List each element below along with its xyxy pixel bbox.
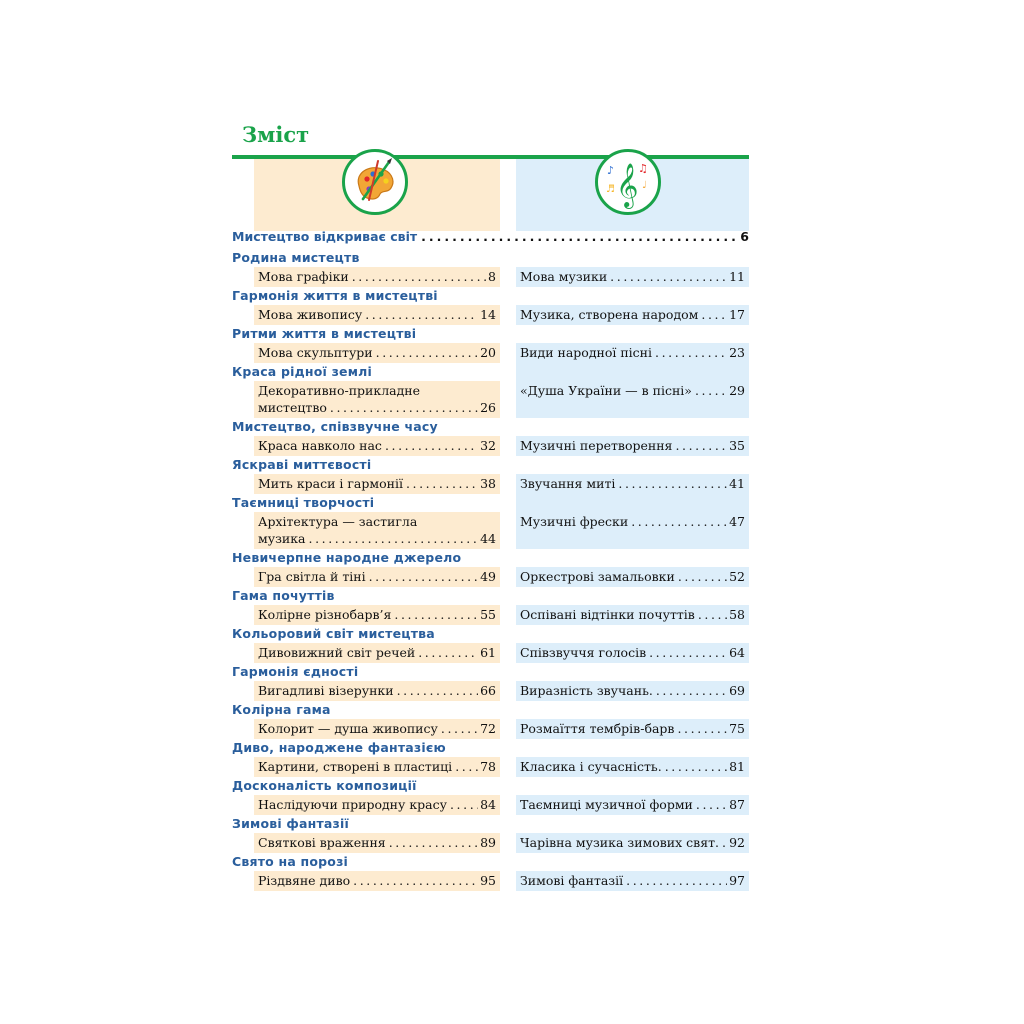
art-entry[interactable]	[254, 305, 500, 325]
page-number: 55	[480, 607, 496, 622]
dot-leader	[610, 268, 727, 285]
toc-section	[232, 456, 749, 494]
entry-title: Мова живопису	[258, 307, 363, 322]
art-entry[interactable]	[254, 267, 500, 287]
art-entry[interactable]	[254, 436, 500, 456]
toc-section	[232, 815, 749, 853]
dot-leader	[309, 530, 479, 547]
entry-title: Картини, створені в пластиці	[258, 759, 453, 774]
entry-title: Таємниці музичної форми	[520, 797, 693, 812]
music-entry[interactable]	[516, 305, 749, 325]
page-number: 44	[480, 531, 496, 546]
dot-leader	[677, 720, 727, 737]
entry-line	[520, 758, 745, 775]
entry-title: Музичні фрески	[520, 514, 629, 529]
art-entry[interactable]	[254, 833, 500, 853]
toc-section	[232, 418, 749, 456]
entry-line	[258, 644, 496, 661]
music-entry[interactable]	[516, 605, 749, 625]
page-title: Зміст	[242, 122, 310, 147]
music-entry[interactable]	[516, 267, 749, 287]
entry-line	[258, 306, 496, 323]
dot-leader	[656, 682, 727, 699]
music-entry[interactable]	[516, 436, 749, 456]
entry-line	[520, 606, 745, 623]
entry-line	[258, 758, 496, 775]
music-entry[interactable]	[516, 871, 749, 891]
section-title[interactable]: Мистецтво, співзвучне часу	[232, 419, 438, 434]
entry-line	[258, 530, 496, 547]
page-number: 81	[729, 759, 745, 774]
toc-section	[232, 853, 749, 891]
art-entry[interactable]	[254, 795, 500, 815]
svg-text:♪: ♪	[607, 164, 615, 177]
toc-section	[232, 363, 749, 418]
dot-leader	[450, 796, 478, 813]
toc-section	[232, 663, 749, 701]
music-entry[interactable]	[516, 795, 749, 815]
page-number: 8	[488, 269, 496, 284]
page-number: 84	[480, 797, 496, 812]
toc-section	[232, 777, 749, 815]
entry-title: Декоративно-прикладне	[258, 383, 421, 398]
entry-line	[258, 682, 496, 699]
page-number: 41	[729, 476, 745, 491]
entry-line	[520, 834, 745, 851]
page-number: 78	[480, 759, 496, 774]
svg-text:♬: ♬	[606, 184, 615, 195]
palette-brush-icon	[342, 149, 408, 215]
section-title[interactable]: Зимові фантазії	[232, 816, 349, 831]
entry-title: Зимові фантазії	[520, 873, 624, 888]
entry-line	[258, 834, 496, 851]
art-entry[interactable]	[254, 512, 500, 549]
entry-title: Святкові враження	[258, 835, 386, 850]
entry-title: Мова графіки	[258, 269, 349, 284]
intro-page-number: 6	[740, 229, 749, 244]
toc-sections	[232, 249, 749, 891]
dot-leader	[678, 568, 727, 585]
entry-title-continued: музика	[258, 531, 306, 546]
page-number: 32	[480, 438, 496, 453]
page-number: 72	[480, 721, 496, 736]
entry-line	[520, 644, 745, 661]
entry-line	[520, 720, 745, 737]
music-entry[interactable]	[516, 567, 749, 587]
toc-section	[232, 549, 749, 587]
intro-label: Мистецтво відкриває світ	[232, 229, 418, 244]
dot-leader	[421, 229, 736, 244]
art-entry[interactable]	[254, 605, 500, 625]
page-number: 75	[729, 721, 745, 736]
section-title[interactable]: Гама почуттів	[232, 588, 335, 603]
dot-leader	[406, 475, 478, 492]
entry-title-continued: мистецтво	[258, 400, 327, 415]
entry-title: Співзвуччя голосів	[520, 645, 647, 660]
entry-line	[520, 568, 745, 585]
entry-title: Мова скульптури	[258, 345, 373, 360]
page-number: 17	[729, 307, 745, 322]
section-title[interactable]: Свято на порозі	[232, 854, 349, 869]
dot-leader	[353, 872, 478, 889]
toc-section	[232, 739, 749, 777]
dot-leader	[631, 513, 727, 530]
page-number: 58	[729, 607, 745, 622]
entry-title: Дивовижний світ речей	[258, 645, 416, 660]
entry-line	[520, 796, 745, 813]
entry-title: Різдвяне диво	[258, 873, 351, 888]
dot-leader	[330, 399, 478, 416]
page-number: 11	[729, 269, 745, 284]
entry-line	[258, 796, 496, 813]
dot-leader	[701, 306, 727, 323]
entry-title: Виразність звучань.	[520, 683, 653, 698]
dot-leader	[665, 758, 727, 775]
page-number: 95	[480, 873, 496, 888]
art-entry[interactable]	[254, 871, 500, 891]
music-entry[interactable]	[516, 833, 749, 853]
page-number: 92	[729, 835, 745, 850]
page-number: 20	[480, 345, 496, 360]
entry-title: Розмаїття тембрів-барв	[520, 721, 675, 736]
art-entry[interactable]	[254, 381, 500, 418]
entry-line	[258, 606, 496, 623]
page-number: 26	[480, 400, 496, 415]
dot-leader	[722, 834, 727, 851]
toc-section	[232, 494, 749, 549]
page-number: 61	[480, 645, 496, 660]
page-number: 49	[480, 569, 496, 584]
page-number: 14	[480, 307, 496, 322]
toc-section	[232, 701, 749, 739]
dot-leader	[695, 382, 727, 399]
toc-section	[232, 587, 749, 625]
dot-leader	[626, 872, 727, 889]
entry-title: Класика і сучасність.	[520, 759, 662, 774]
dot-leader	[696, 796, 727, 813]
entry-title: Оспівані відтінки почуттів	[520, 607, 695, 622]
entry-title: Колорит — душа живопису	[258, 721, 438, 736]
dot-leader	[389, 834, 478, 851]
dot-leader	[394, 606, 478, 623]
entry-title: Архітектура — застигла	[258, 514, 418, 529]
page-number: 52	[729, 569, 745, 584]
page-number: 47	[729, 514, 745, 529]
dot-leader	[365, 306, 478, 323]
toc-section	[232, 325, 749, 363]
entry-title: Види народної пісні	[520, 345, 653, 360]
section-title[interactable]: Таємниці творчості	[232, 495, 375, 510]
entry-line	[520, 682, 745, 699]
entry-line	[258, 399, 496, 416]
dot-leader	[649, 644, 727, 661]
page-number: 97	[729, 873, 745, 888]
section-title[interactable]: Гармонія життя в мистецтві	[232, 288, 438, 303]
entry-title: «Душа України — в пісні»	[520, 383, 692, 398]
music-entry[interactable]	[516, 681, 749, 701]
dot-leader	[397, 682, 479, 699]
page-number: 29	[729, 383, 745, 398]
entry-title: Музика, створена народом	[520, 307, 699, 322]
page-number: 35	[729, 438, 745, 453]
entry-line	[520, 475, 745, 492]
dot-leader	[618, 475, 727, 492]
svg-text:𝄞: 𝄞	[616, 163, 639, 207]
section-title[interactable]: Диво, народжене фантазією	[232, 740, 446, 755]
page-number: 87	[729, 797, 745, 812]
entry-line	[520, 268, 745, 285]
entry-line	[258, 268, 496, 285]
dot-leader	[698, 606, 727, 623]
music-entry[interactable]	[516, 474, 749, 494]
entry-line	[258, 568, 496, 585]
section-title[interactable]: Родина мистецтв	[232, 250, 360, 265]
entry-title: Краса навколо нас	[258, 438, 382, 453]
page-number: 23	[729, 345, 745, 360]
section-title[interactable]: Досконалість композиції	[232, 778, 417, 793]
entry-line	[258, 437, 496, 454]
entry-title: Мова музики	[520, 269, 608, 284]
svg-text:♫: ♫	[638, 162, 648, 175]
section-title[interactable]: Ритми життя в мистецтві	[232, 326, 417, 341]
entry-line	[520, 306, 745, 323]
music-entry[interactable]	[516, 343, 749, 363]
entry-line	[258, 720, 496, 737]
music-entry[interactable]	[516, 494, 749, 549]
entry-title: Гра світла й тіні	[258, 569, 366, 584]
entry-title: Звучання миті	[520, 476, 616, 491]
toc-intro-entry[interactable]	[232, 229, 749, 247]
page-number: 66	[480, 683, 496, 698]
art-entry[interactable]	[254, 567, 500, 587]
entry-line	[258, 872, 496, 889]
entry-title: Оркестрові замальовки	[520, 569, 675, 584]
svg-text:♩: ♩	[642, 180, 647, 191]
section-title[interactable]: Невичерпне народне джерело	[232, 550, 462, 565]
treble-clef-notes-icon	[595, 149, 661, 215]
art-entry[interactable]	[254, 757, 500, 777]
dot-leader	[369, 568, 479, 585]
page-number: 64	[729, 645, 745, 660]
dot-leader	[418, 644, 478, 661]
dot-leader	[376, 344, 478, 361]
toc-section	[232, 287, 749, 325]
entry-title: Колірне різнобарв’я	[258, 607, 392, 622]
entry-title: Вигадливі візерунки	[258, 683, 394, 698]
art-entry[interactable]	[254, 343, 500, 363]
dot-leader	[385, 437, 478, 454]
toc-section	[232, 249, 749, 287]
dot-leader	[675, 437, 727, 454]
page-number: 89	[480, 835, 496, 850]
section-title[interactable]: Колірна гама	[232, 702, 331, 717]
page-number: 69	[729, 683, 745, 698]
entry-line	[258, 475, 496, 492]
music-entry[interactable]	[516, 643, 749, 663]
section-title[interactable]: Кольоровий світ мистецтва	[232, 626, 435, 641]
art-entry[interactable]	[254, 719, 500, 739]
art-entry[interactable]	[254, 643, 500, 663]
entry-title: Музичні перетворення	[520, 438, 673, 453]
entry-line	[258, 344, 496, 361]
section-title[interactable]: Гармонія єдності	[232, 664, 359, 679]
art-entry[interactable]	[254, 681, 500, 701]
entry-title: Чарівна музика зимових свят.	[520, 835, 719, 850]
entry-line	[520, 344, 745, 361]
toc-section	[232, 625, 749, 663]
section-title[interactable]: Яскраві миттєвості	[232, 457, 372, 472]
music-entry[interactable]	[516, 757, 749, 777]
entry-line	[520, 382, 745, 399]
entry-line	[520, 437, 745, 454]
music-entry[interactable]	[516, 363, 749, 418]
entry-title: Мить краси і гармонії	[258, 476, 403, 491]
entry-line	[520, 872, 745, 889]
section-title[interactable]: Краса рідної землі	[232, 364, 372, 379]
dot-leader	[441, 720, 478, 737]
entry-line	[520, 513, 745, 530]
entry-title: Наслідуючи природну красу	[258, 797, 447, 812]
art-entry[interactable]	[254, 474, 500, 494]
music-entry[interactable]	[516, 719, 749, 739]
dot-leader	[455, 758, 478, 775]
page-number: 38	[480, 476, 496, 491]
dot-leader	[655, 344, 727, 361]
dot-leader	[352, 268, 486, 285]
